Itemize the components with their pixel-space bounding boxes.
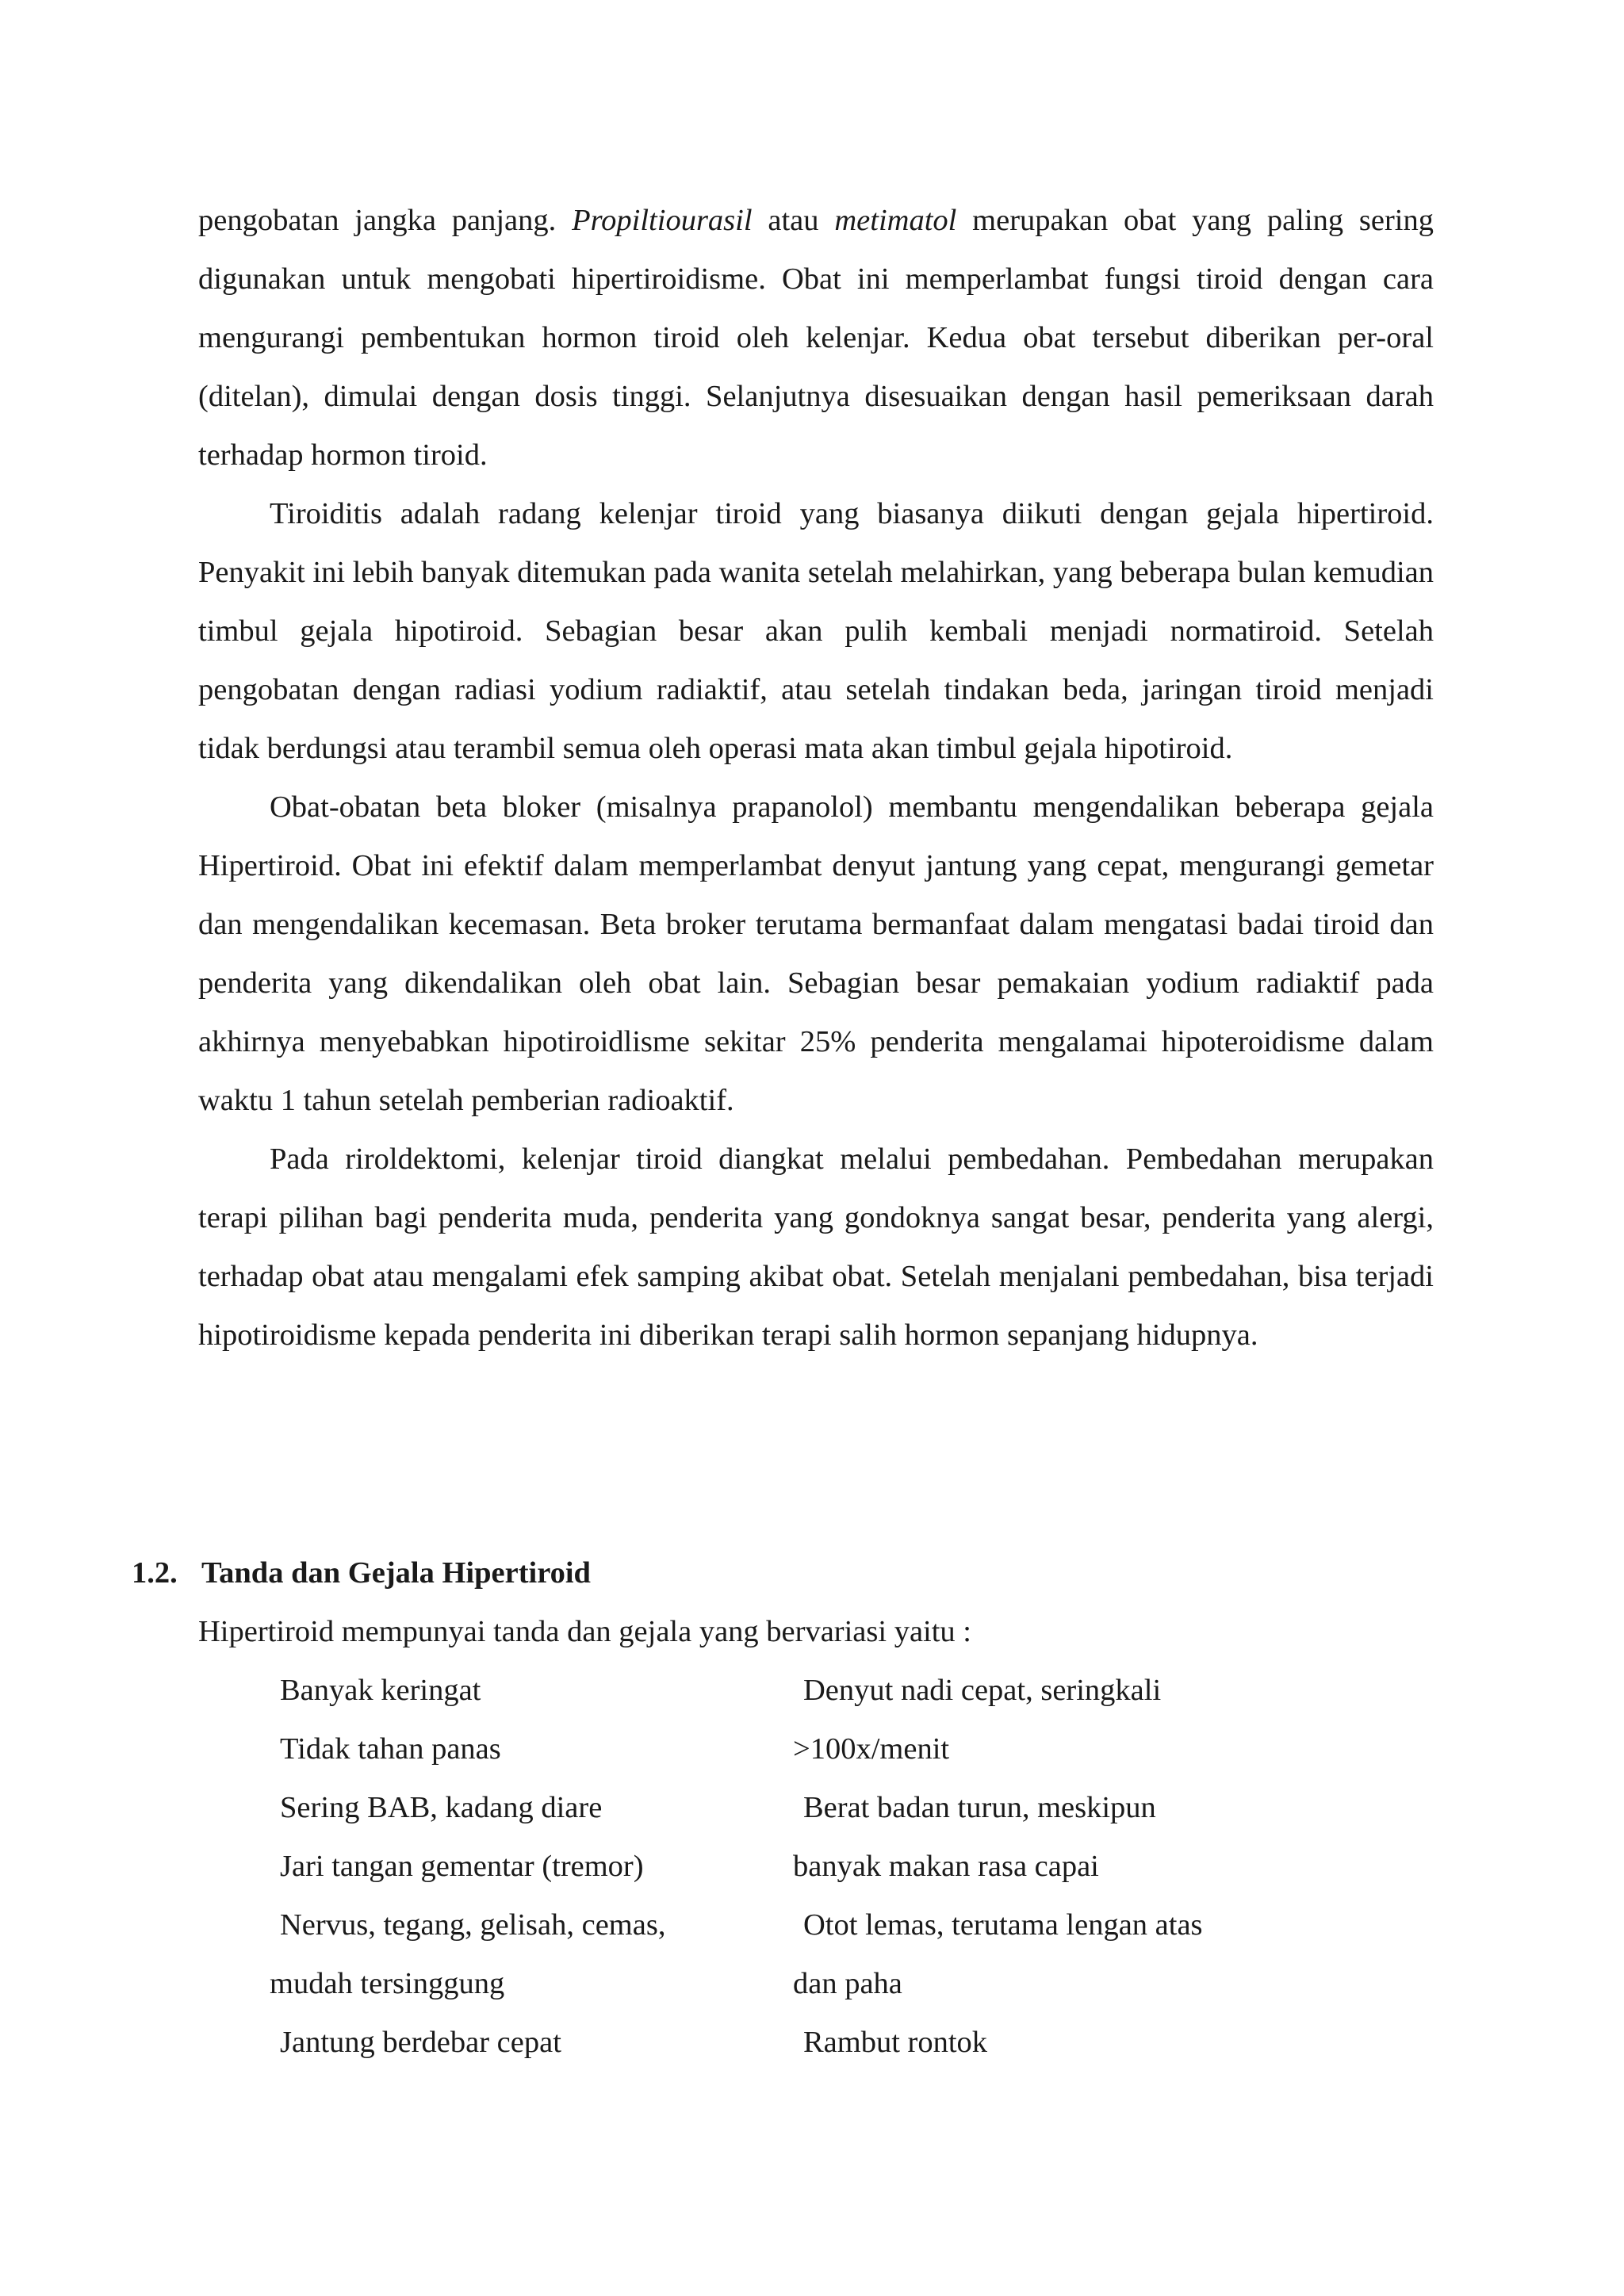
paragraph-3: Obat-obatan beta bloker (misalnya prapanolol) membantu mengendalikan beberapa gejala Hipertiroid. Obat ini efektif dalam memperlambat denyut jantung yang cepat, mengurangi gemetar dan mengendalikan kecemasan. Beta broker terutama bermanfaat dalam mengatasi badai tiroid dan penderita yang dikendalikan oleh obat lain. Sebagian besar pemakaian yodium radiaktif pada akhirnya menyebabkan hipotiroidlisme sekitar 25% penderita mengalamai hipoteroidisme dalam waktu 1 tahun setelah pemberian radioaktif. <box>198 790 1434 1117</box>
section-heading <box>132 1544 591 1602</box>
paragraph-1: pengobatan jangka panjang. Propiltiourasil atau metimatol merupakan obat yang paling sering digunakan untuk mengobati hipertiroidisme. Obat ini memperlambat fungsi tiroid dengan cara mengurangi pembentukan hormon tiroid oleh kelenjar. Kedua obat tersebut diberikan per-oral (ditelan), dimulai dengan dosis tinggi. Selanjutnya disesuaikan dengan hasil pemeriksaan darah terhadap hormon tiroid. <box>198 204 1434 472</box>
symptom-list-left <box>270 1661 665 2072</box>
section-intro: Hipertiroid mempunyai tanda dan gejala yang bervariasi yaitu : <box>198 1615 972 1648</box>
list-item: Banyak keringat <box>280 1674 481 1707</box>
drug-name-metimatol: metimatol <box>834 204 957 237</box>
paragraph-2: Tiroiditis adalah radang kelenjar tiroid yang biasanya diikuti dengan gejala hipertiroid. Penyakit ini lebih banyak ditemukan pada wanita setelah melahirkan, yang beberapa bulan kemudian timbul gejala hipotiroid. Sebagian besar akan pulih kembali menjadi normatiroid. Setelah pengobatan dengan radiasi yodium radiaktif, atau setelah tindakan beda, jaringan tiroid menjadi tidak berdungsi atau terambil semua oleh operasi mata akan timbul gejala hipotiroid. <box>198 497 1434 765</box>
list-item: Berat badan turun, meskipun <box>803 1791 1156 1824</box>
list-item: Sering BAB, kadang diare <box>280 1791 603 1824</box>
list-item: Otot lemas, terutama lengan atas <box>803 1908 1203 1942</box>
body-text <box>198 191 1434 1364</box>
list-item: banyak makan rasa capai <box>793 1850 1099 1883</box>
list-item: >100x/menit <box>793 1732 950 1766</box>
list-item: dan paha <box>793 1967 902 2000</box>
list-item: Jantung berdebar cepat <box>280 2026 561 2059</box>
list-item: Rambut rontok <box>803 2026 988 2059</box>
drug-name-propiltiourasil: Propiltiourasil <box>572 204 753 237</box>
list-item: Nervus, tegang, gelisah, cemas, <box>280 1908 666 1942</box>
list-item: Denyut nadi cepat, seringkali <box>803 1674 1162 1707</box>
paragraph-4: Pada riroldektomi, kelenjar tiroid diangkat melalui pembedahan. Pembedahan merupakan terapi pilihan bagi penderita muda, penderita yang gondoknya sangat besar, penderita yang alergi, terhadap obat atau mengalami efek samping akibat obat. Setelah menjalani pembedahan, bisa terjadi hipotiroidisme kepada penderita ini diberikan terapi salih hormon sepanjang hidupnya. <box>198 1142 1434 1352</box>
list-item: Tidak tahan panas <box>280 1732 501 1766</box>
section-number: 1.2. <box>132 1556 178 1590</box>
symptom-list-right <box>793 1661 1203 2072</box>
list-item: mudah tersinggung <box>270 1967 505 2000</box>
section-title: Tanda dan Gejala Hipertiroid <box>201 1556 591 1590</box>
list-item: Jari tangan gementar (tremor) <box>280 1850 644 1883</box>
